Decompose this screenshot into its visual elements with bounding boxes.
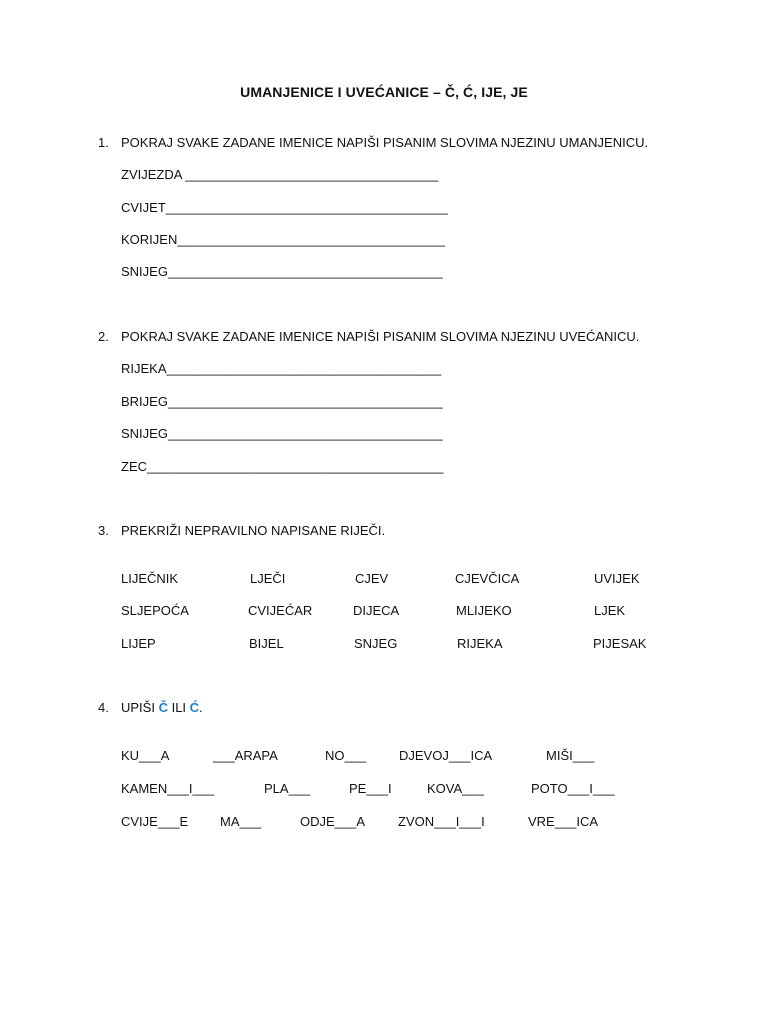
task-1-line-zvijezda: ZVIJEZDA ___________________________________ [121, 167, 439, 182]
task-4-item: PE___I [349, 781, 392, 796]
task-2-line-snijeg: SNIJEG______________________________________ [121, 426, 443, 441]
task-text-prefix: UPIŠI [121, 700, 159, 715]
task-4-item: KU___A [121, 748, 170, 763]
task-4-item: ZVON___I___I [398, 814, 485, 829]
task-3-instruction [98, 523, 385, 538]
task-3-word: CJEVČICA [455, 571, 520, 586]
task-number: 4. [98, 700, 109, 715]
task-1-instruction [98, 135, 648, 150]
task-2-line-rijeka: RIJEKA______________________________________ [121, 361, 442, 376]
task-3-word: SNJEG [354, 636, 398, 651]
task-4-item: ODJE___A [300, 814, 366, 829]
task-1-line-cvijet: CVIJET_______________________________________ [121, 200, 448, 215]
task-4-item: MA___ [220, 814, 262, 829]
task-3-word: DIJECA [353, 603, 400, 618]
letter-c-acute: Ć [189, 700, 200, 715]
task-text: PREKRIŽI NEPRAVILNO NAPISANE RIJEČI. [121, 523, 386, 538]
task-number: 3. [98, 523, 109, 538]
task-number: 2. [98, 329, 109, 344]
task-3-word: CVIJEĆAR [248, 603, 313, 618]
task-3-word: SLJEPOĆA [121, 603, 189, 618]
task-3-word: LIJEČNIK [121, 571, 179, 586]
task-4-item: PLA___ [264, 781, 311, 796]
task-4-item: KAMEN___I___ [121, 781, 215, 796]
task-text: POKRAJ SVAKE ZADANE IMENICE NAPIŠI PISANIM SLOVIMA NJEZINU UMANJENICU. [121, 135, 649, 150]
task-4-item: MIŠI___ [546, 748, 595, 763]
task-3-word: PIJESAK [593, 636, 647, 651]
task-3-word: UVIJEK [594, 571, 640, 586]
task-4-item: POTO___I___ [531, 781, 615, 796]
task-4-instruction [98, 700, 203, 715]
task-1-line-korijen: KORIJEN_____________________________________ [121, 232, 445, 247]
task-2-instruction [98, 329, 639, 344]
task-text: POKRAJ SVAKE ZADANE IMENICE NAPIŠI PISANIM SLOVIMA NJEZINU UVEĆANICU. [121, 329, 640, 344]
task-3-word: LIJEP [121, 636, 156, 651]
task-3-word: BIJEL [249, 636, 284, 651]
task-number: 1. [98, 135, 109, 150]
task-text-suffix: . [199, 700, 203, 715]
task-4-item: ___ARAPA [213, 748, 278, 763]
task-text-middle: ILI [167, 700, 190, 715]
task-4-item: KOVA___ [427, 781, 484, 796]
letter-c-caron: Č [158, 700, 168, 715]
task-3-word: RIJEKA [457, 636, 503, 651]
task-4-item: DJEVOJ___ICA [399, 748, 493, 763]
task-3-word: MLIJEKO [456, 603, 512, 618]
task-3-word: CJEV [355, 571, 389, 586]
task-4-item: NO___ [325, 748, 367, 763]
worksheet-title: UMANJENICE I UVEĆANICE – Č, Ć, IJE, JE [240, 84, 528, 100]
task-4-item: CVIJE___E [121, 814, 189, 829]
task-2-line-brijeg: BRIJEG______________________________________ [121, 394, 443, 409]
task-3-word: LJEK [594, 603, 626, 618]
task-1-line-snijeg: SNIJEG______________________________________ [121, 264, 443, 279]
task-4-item: VRE___ICA [528, 814, 599, 829]
task-2-line-zec: ZEC_________________________________________ [121, 459, 444, 474]
task-3-word: LJEČI [250, 571, 286, 586]
